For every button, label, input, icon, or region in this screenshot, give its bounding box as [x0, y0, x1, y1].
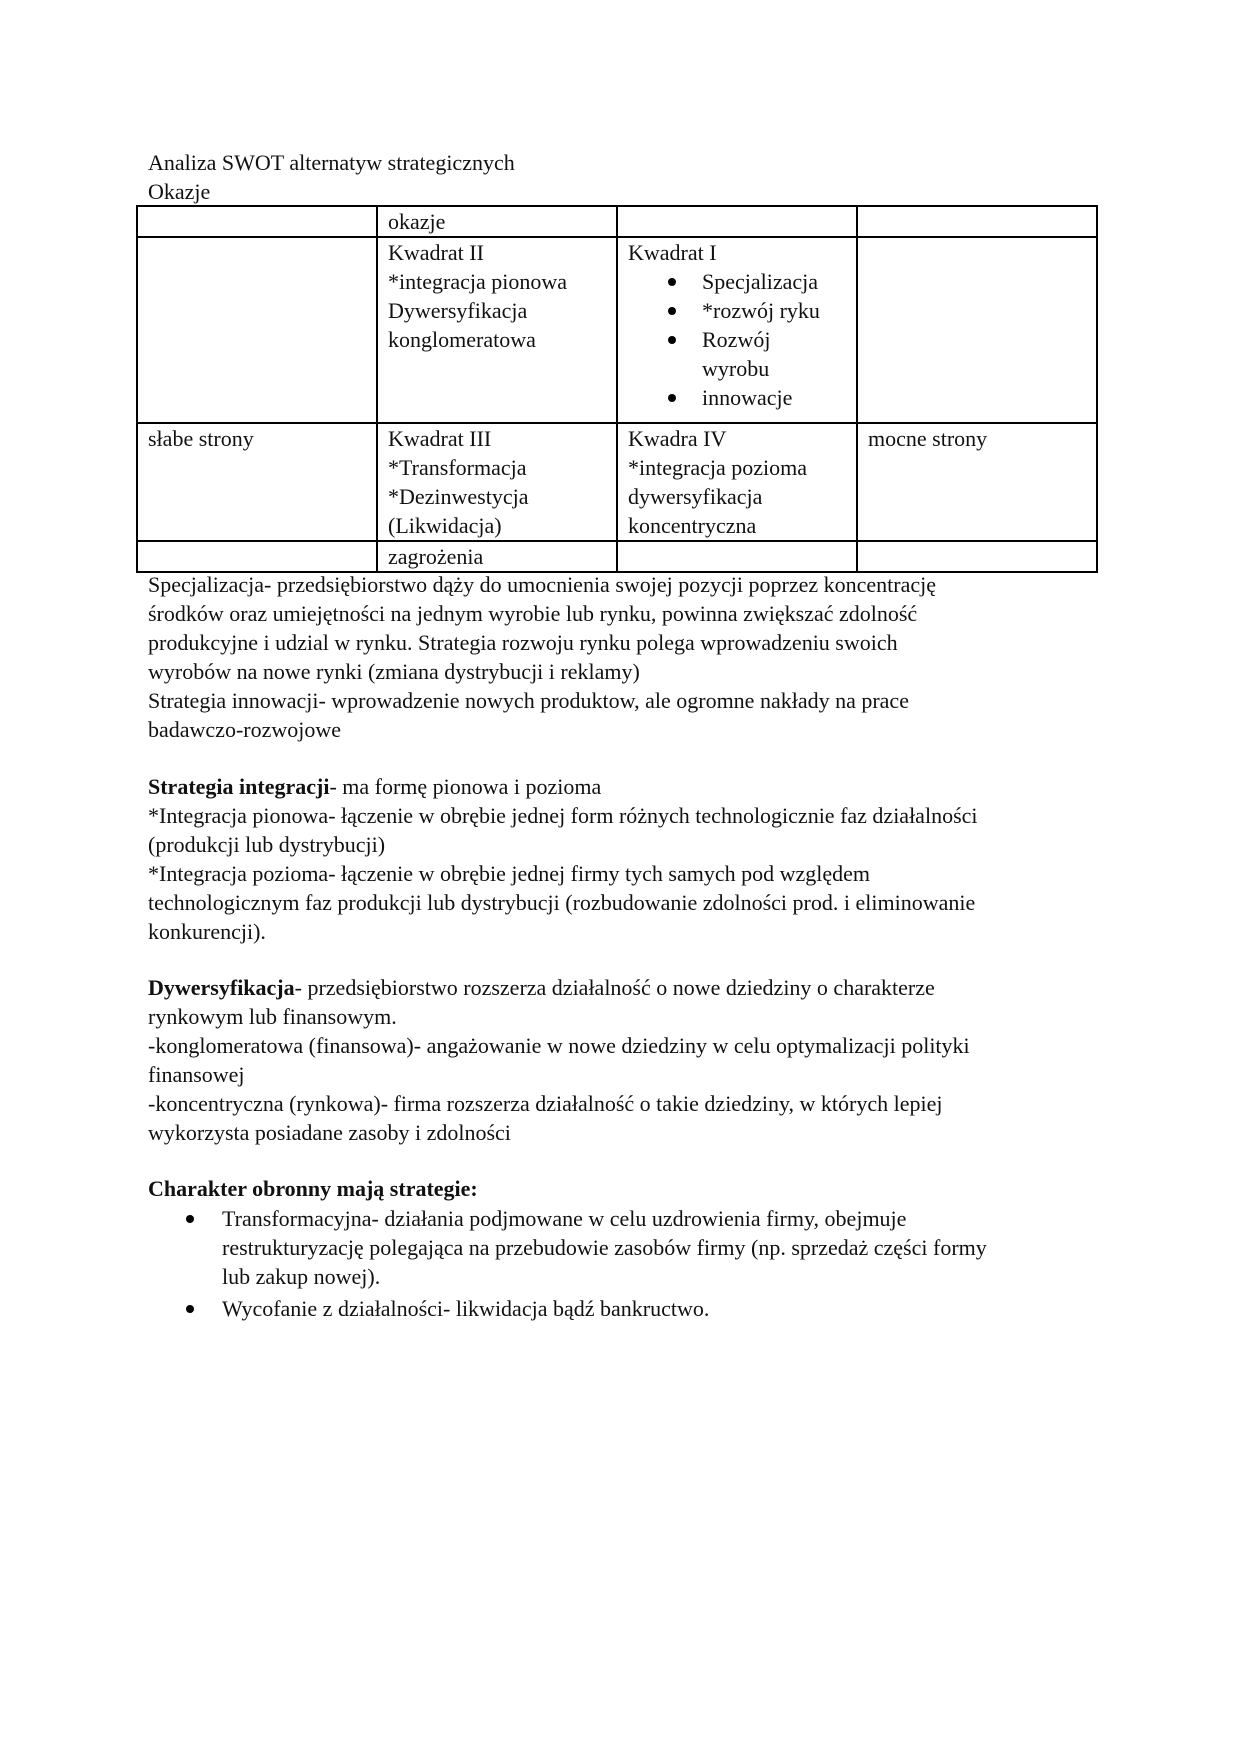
quadrant-3-cell — [377, 423, 617, 541]
table-row — [137, 206, 1097, 237]
document-title — [148, 148, 515, 206]
table-cell — [137, 237, 377, 423]
list-item: Rozwój wyrobu — [628, 325, 792, 383]
list-item — [222, 1204, 987, 1291]
text-line: Transformacyjna- działania podjmowane w celu uzdrowienia firmy, obejmuje — [222, 1206, 907, 1231]
section-heading: Strategia integracji — [148, 774, 330, 799]
text-line: produkcyjne i udzial w rynku. Strategia rozwoju rynku polega wprowadzeniu swoich — [148, 630, 898, 655]
text-line: wykorzysta posiadane zasoby i zdolności — [148, 1120, 511, 1145]
text-line: technologicznym faz produkcji lub dystrybucji (rozbudowanie zdolności prod. i eliminowanie — [148, 890, 976, 915]
section-heading: Dywersyfikacja — [148, 975, 295, 1000]
text-line: -konglomeratowa (finansowa)- angażowanie w nowe dziedziny w celu optymalizacji polityki — [148, 1033, 970, 1058]
cell-line: *Dezinwestycja — [388, 484, 529, 509]
text-line: -koncentryczna (rynkowa)- firma rozszerza działalność o takie dziedziny, w których lepiej — [148, 1091, 943, 1116]
text-line: konkurencji). — [148, 919, 266, 944]
table-row — [137, 541, 1097, 572]
cell-line: konglomeratowa — [388, 327, 536, 352]
section-heading: Charakter obronny mają strategie: — [148, 1176, 478, 1201]
text-line: *Integracja pionowa- łączenie w obrębie jednej form różnych technologicznie faz działalności — [148, 803, 978, 828]
text-line: (produkcji lub dystrybucji) — [148, 832, 386, 857]
cell-line: *integracja pionowa — [388, 269, 567, 294]
quadrant-title: Kwadrat I — [628, 240, 717, 265]
quadrant-title: Kwadrat II — [388, 240, 484, 265]
table-row — [137, 423, 1097, 541]
cell-line: *integracja pozioma — [628, 455, 807, 480]
table-cell — [137, 206, 377, 237]
cell-line: Dywersyfikacja — [388, 298, 528, 323]
integration-section — [148, 772, 978, 946]
section-heading-line — [148, 973, 970, 1002]
text-line: finansowej — [148, 1062, 245, 1087]
list-item: innowacje — [628, 383, 846, 412]
cell-line: *Transformacja — [388, 455, 527, 480]
text-line: Wycofanie z działalności- likwidacja bądź bankructwo. — [222, 1296, 710, 1321]
title: Analiza SWOT alternatyw strategicznych — [148, 150, 515, 175]
cell-line: (Likwidacja) — [388, 513, 502, 538]
quadrant-1-list — [628, 267, 846, 412]
text-line: środków oraz umiejętności na jednym wyrobie lub rynku, powinna zwiększać zdolność — [148, 601, 918, 626]
bullet-icon — [186, 1215, 194, 1223]
defensive-heading-block — [148, 1174, 478, 1203]
quadrant-2-cell — [377, 237, 617, 423]
table-cell — [857, 237, 1097, 423]
text-line: lub zakup nowej). — [222, 1264, 381, 1289]
specialization-paragraph — [148, 570, 936, 744]
cell-line: dywersyfikacja — [628, 484, 763, 509]
table-row — [137, 237, 1097, 423]
quadrant-1-cell — [617, 237, 857, 423]
text-fragment: - przedsiębiorstwo rozszerza działalność o nowe dziedziny o charakterze — [294, 975, 935, 1000]
text-line: restrukturyzację polegająca na przebudowie zasobów firmy (np. sprzedaż części formy — [222, 1235, 987, 1260]
list-item: *rozwój ryku — [628, 296, 846, 325]
table-cell — [137, 541, 377, 572]
text-line: badawczo-rozwojowe — [148, 717, 342, 742]
text-line: wyrobów na nowe rynki (zmiana dystrybucji i reklamy) — [148, 659, 640, 684]
bullet-icon — [186, 1305, 194, 1313]
list-item — [222, 1294, 709, 1323]
text-line: rynkowym lub finansowym. — [148, 1004, 397, 1029]
subtitle: Okazje — [148, 179, 211, 204]
text-fragment: - ma formę pionowa i pozioma — [329, 774, 602, 799]
quadrant-title: Kwadra IV — [628, 426, 727, 451]
quadrant-title: Kwadrat III — [388, 426, 492, 451]
table-cell — [857, 541, 1097, 572]
table-cell — [857, 206, 1097, 237]
quadrant-4-cell — [617, 423, 857, 541]
opportunities-header: okazje — [377, 206, 617, 237]
text-line: *Integracja pozioma- łączenie w obrębie jednej firmy tych samych pod względem — [148, 861, 871, 886]
section-heading-line — [148, 772, 978, 801]
table-cell — [617, 206, 857, 237]
strengths-label: mocne strony — [857, 423, 1097, 541]
weaknesses-label: słabe strony — [137, 423, 377, 541]
text-line: Specjalizacja- przedsiębiorstwo dąży do umocnienia swojej pozycji poprzez koncentrację — [148, 572, 937, 597]
swot-table — [136, 205, 1098, 573]
cell-line: koncentryczna — [628, 513, 757, 538]
table-cell — [617, 541, 857, 572]
list-item: Specjalizacja — [628, 267, 846, 296]
threats-header: zagrożenia — [377, 541, 617, 572]
text-line: Strategia innowacji- wprowadzenie nowych produktow, ale ogromne nakłady na prace — [148, 688, 909, 713]
diversification-section — [148, 973, 970, 1147]
